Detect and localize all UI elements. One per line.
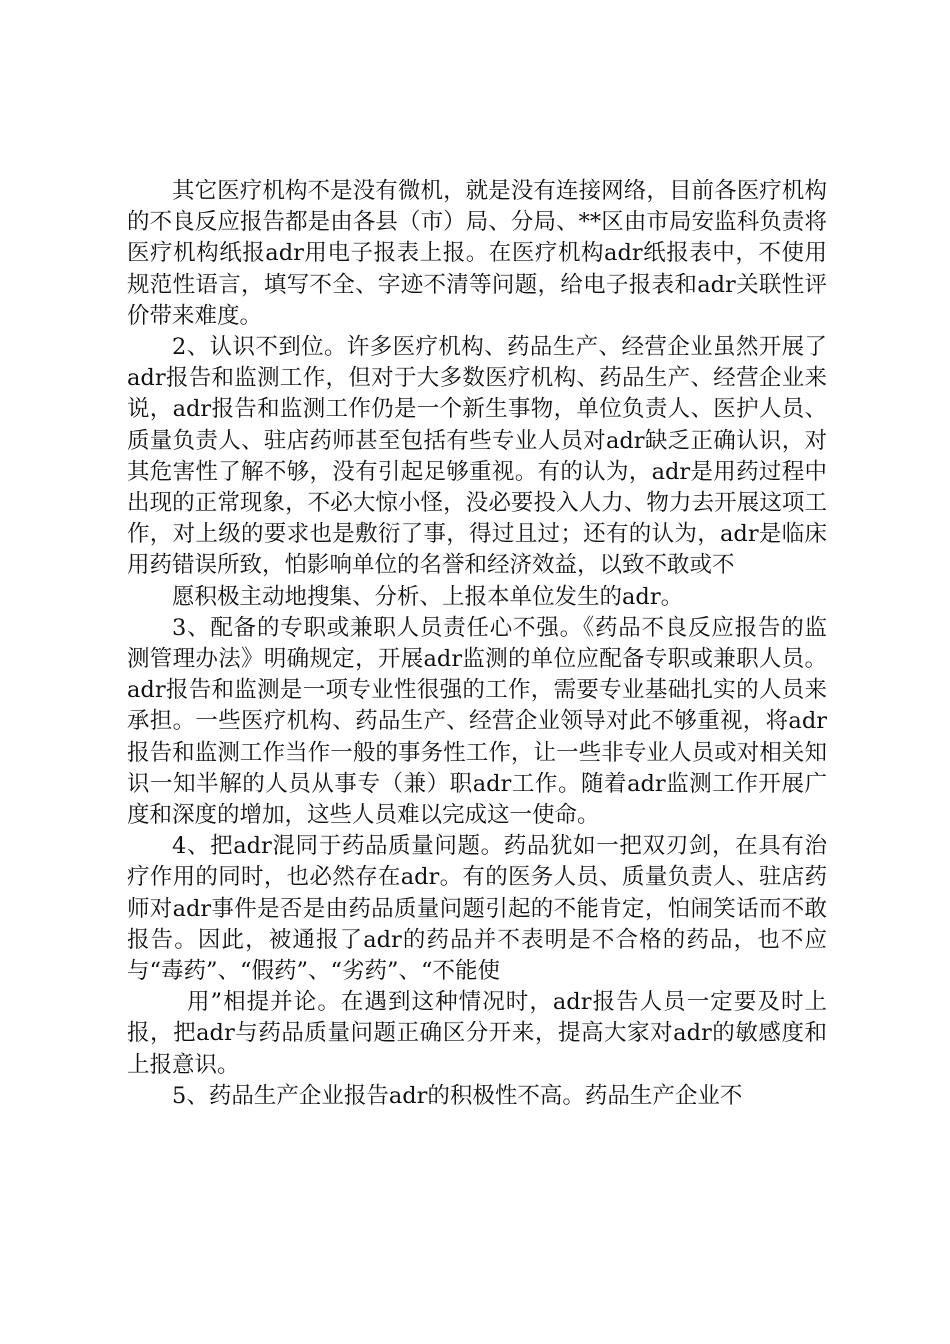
paragraph-4: 3、配备的专职或兼职人员责任心不强。《药品不良反应报告的监测管理办法》明确规定，开展adr监测的单位应配备专职或兼职人员。adr报告和监测是一项专业性很强的工作，需要专业基础扎实的人员来承担。一些医疗机构、药品生产、经营企业领导对此不够重视，将adr报告和监测工作当作一般的事务性工作，让一些非专业人员或对相关知识一知半解的人员从事专（兼）职adr工作。随着adr监测工作开展广度和深度的增加，这些人员难以完成这一使命。 bbox=[127, 614, 827, 829]
document-body bbox=[127, 176, 827, 1112]
paragraph-5: 4、把adr混同于药品质量问题。药品犹如一把双刃剑，在具有治疗作用的同时，也必然存在adr。有的医务人员、质量负责人、驻店药师对adr事件是否是由药品质量问题引起的不能肯定，怕闹笑话而不敢报告。因此，被通报了adr的药品并不表明是不合格的药品，也不应与“毒药”、“假药”、“劣药”、“不能使 bbox=[127, 833, 827, 985]
paragraph-1: 其它医疗机构不是没有微机，就是没有连接网络，目前各医疗机构的不良反应报告都是由各县（市）局、分局、**区由市局安监科负责将医疗机构纸报adr用电子报表上报。在医疗机构adr纸报表中，不使用规范性语言，填写不全、字迹不清等问题，给电子报表和adr关联性评价带来难度。 bbox=[127, 178, 827, 329]
paragraph-3: 愿积极主动地搜集、分析、上报本单位发生的adr。 bbox=[172, 583, 684, 610]
paragraph-6: 用”相提并论。在遇到这种情况时，adr报告人员一定要及时上报，把adr与药品质量问题正确区分开来，提高大家对adr的敏感度和上报意识。 bbox=[127, 989, 827, 1078]
paragraph-7: 5、药品生产企业报告adr的积极性不高。药品生产企业不 bbox=[172, 1082, 743, 1109]
paragraph-2: 2、认识不到位。许多医疗机构、药品生产、经营企业虽然开展了adr报告和监测工作，但对于大多数医疗机构、药品生产、经营企业来说，adr报告和监测工作仍是一个新生事物，单位负责人、医护人员、质量负责人、驻店药师甚至包括有些专业人员对adr缺乏正确认识，对其危害性了解不够，没有引起足够重视。有的认为，adr是用药过程中出现的正常现象，不必大惊小怪，没必要投入人力、物力去开展这项工作，对上级的要求也是敷衍了事，得过且过；还有的认为，adr是临床用药错误所致，怕影响单位的名誉和经济效益，以致不敢或不 bbox=[127, 334, 827, 579]
